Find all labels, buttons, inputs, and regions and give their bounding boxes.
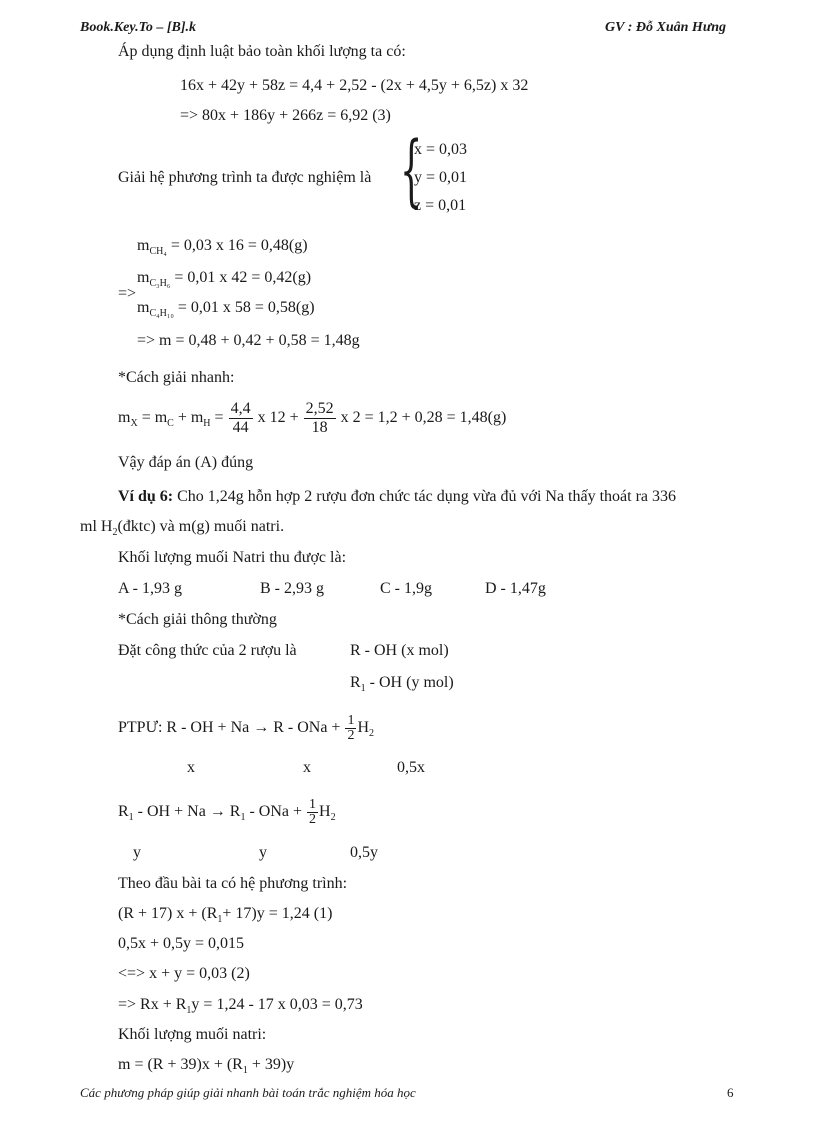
system-eq-1: (R + 17) $x + (R_1+ 17)y = 1,24$ (1) bbox=[118, 905, 333, 925]
mass-law-line: Áp dụng định luật bảo toàn khối lượng ta có: bbox=[118, 43, 406, 60]
mass-equation: 16x + 42y + 58z = 4,4 + 2,52 - (2x + 4,5y + 6,5z) x 32 bbox=[180, 77, 529, 94]
stoich-1-x-a: x bbox=[187, 759, 195, 776]
alcohol-r1: $R_1$ - OH (y mol) bbox=[350, 674, 454, 694]
header-left: Book.Key.To – [B].k bbox=[80, 20, 197, 35]
answer-line: Vậy đáp án (A) đúng bbox=[118, 454, 254, 471]
solution-z: z = 0,01 bbox=[414, 197, 467, 214]
example-6-line1: Ví dụ 6: Cho 1,24g hỗn hợp 2 rượu đơn chức tác dụng vừa đủ với Na thấy thoát ra 336 bbox=[118, 488, 677, 505]
implies-arrow: => bbox=[118, 285, 137, 302]
salt-mass-heading: Khối lượng muối natri: bbox=[118, 1026, 267, 1043]
option-d: D - 1,47g bbox=[485, 580, 546, 597]
equation-3: => 80x + 186y + 266z = 6,92 (3) bbox=[180, 107, 391, 124]
footer-title: Các phương pháp giúp giải nhanh bài toán trắc nghiệm hóa học bbox=[80, 1085, 416, 1100]
system-eq-r: => $Rx + R_1y = 1,24 - 17$ x 0,03 = 0,73 bbox=[118, 996, 363, 1016]
normal-method-heading: *Cách giải thông thường bbox=[118, 611, 277, 628]
reaction-2: $R_1$ - OH + $Na \to R_1$ - ONa + $\frac{1}{2}$ $H_2$ bbox=[118, 796, 336, 827]
stoich-2-h2: 0,5y bbox=[350, 844, 378, 861]
quick-method-heading: *Cách giải nhanh: bbox=[118, 369, 235, 386]
solution-y: y = 0,01 bbox=[414, 169, 468, 186]
option-b: B - 2,93 g bbox=[260, 580, 324, 597]
fraction-half: $\frac{1}{2}$ bbox=[309, 796, 317, 827]
quick-formula: $m_X = m_C + m_H$ = $\frac{4,4}{44}$ x 12 + $\frac{2,52}{18}$ x 2 = 1,2 + 0,28 = 1,48(g) bbox=[118, 399, 507, 436]
solve-line: Giải hệ phương trình ta được nghiệm là bbox=[118, 169, 372, 186]
salt-mass-formula: $m = (R + 39)x + (R_1 + 39)y$ bbox=[118, 1056, 295, 1076]
alcohol-r: R - OH (x mol) bbox=[350, 642, 449, 659]
stoich-1-x-b: x bbox=[303, 759, 311, 776]
page-number: 6 bbox=[727, 1085, 734, 1100]
reaction-1: PTPƯ: R - OH + Na → R - ONa + $\frac{1}{2}$ $H_2$ bbox=[118, 712, 375, 743]
total-mass: => m = 0,48 + 0,42 + 0,58 = 1,48g bbox=[137, 332, 360, 349]
option-a: A - 1,93 g bbox=[118, 580, 182, 597]
fraction-co2: $\frac{4,4}{44}$ bbox=[230, 399, 251, 436]
system-intro: Theo đầu bài ta có hệ phương trình: bbox=[118, 875, 348, 892]
fraction-h2o: $\frac{2,52}{18}$ bbox=[305, 399, 334, 436]
system-eq-2: <=> x + y = 0,03 (2) bbox=[118, 965, 250, 982]
stoich-2-y-a: y bbox=[133, 844, 141, 861]
fraction-half: $\frac{1}{2}$ bbox=[347, 712, 355, 743]
mass-c4h10: $m_{C_4H_{10}} = 0,01$ x 58 = 0,58(g) bbox=[137, 299, 315, 319]
system-eq-h2: 0,5x + 0,5y = 0,015 bbox=[118, 935, 245, 952]
stoich-1-h2: 0,5x bbox=[397, 759, 425, 776]
header-right: GV : Đỗ Xuân Hưng bbox=[605, 20, 726, 35]
system-brace: { bbox=[400, 126, 423, 216]
example-6-line2: ml $H_2(đktc)$ và m(g) muối natri. bbox=[80, 518, 285, 538]
mass-ch4: $m_{CH_4} = 0,03$ x 16 = 0,48(g) bbox=[137, 237, 308, 257]
option-c: C - 1,9g bbox=[380, 580, 432, 597]
mass-c3h6: $m_{C_3H_6} = 0,01$ x 42 = 0,42(g) bbox=[137, 269, 312, 289]
stoich-2-y-b: y bbox=[259, 844, 267, 861]
question-line: Khối lượng muối Natri thu được là: bbox=[118, 549, 347, 566]
formula-intro: Đặt công thức của 2 rượu là bbox=[118, 642, 297, 659]
solution-x: x = 0,03 bbox=[414, 141, 468, 158]
